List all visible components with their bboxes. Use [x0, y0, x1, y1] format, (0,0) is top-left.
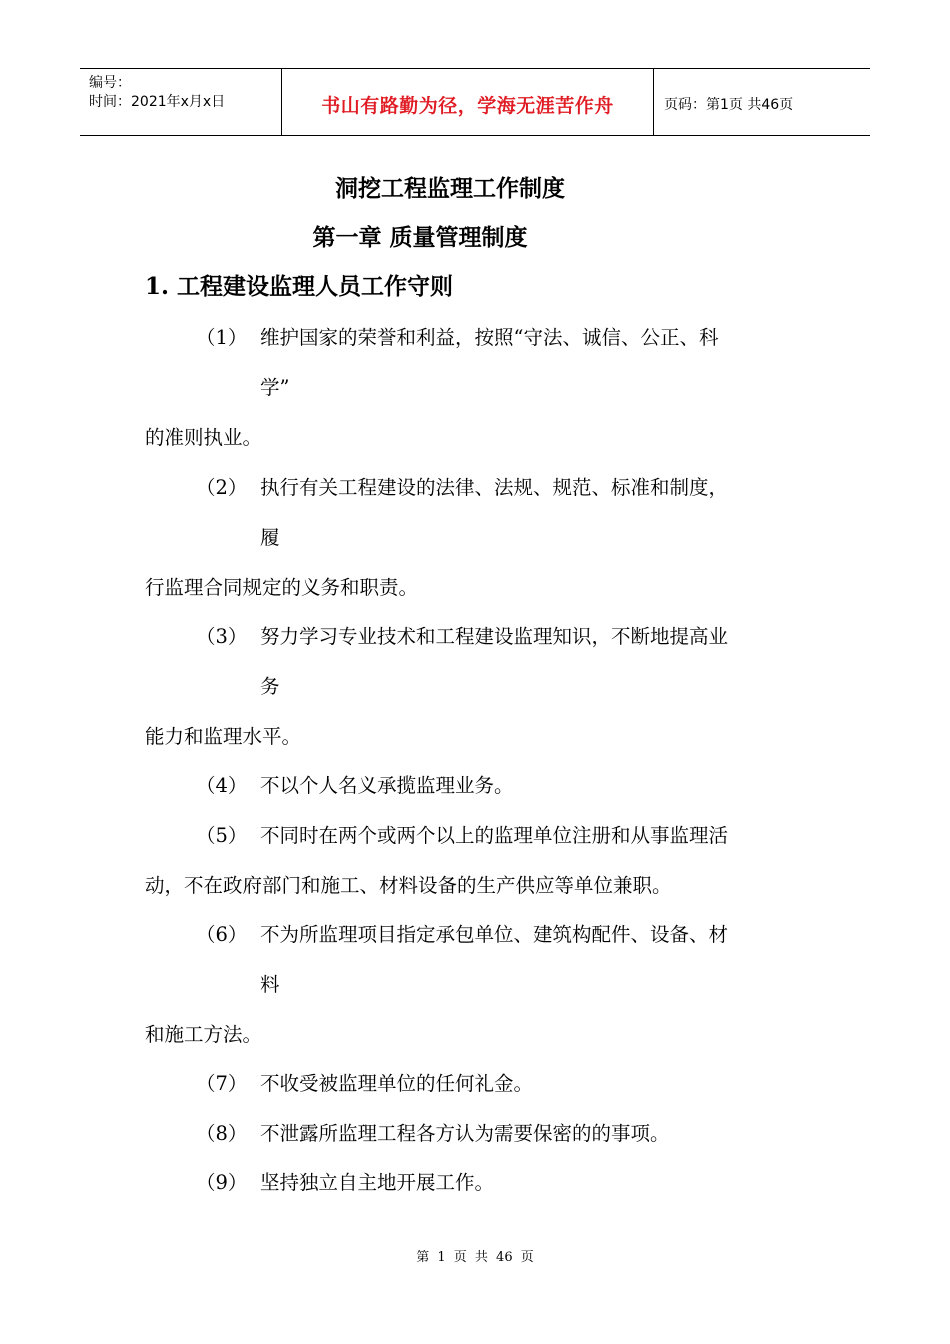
item-continuation: 动，不在政府部门和施工、材料设备的生产供应等单位兼职。 — [145, 874, 672, 897]
item-wrap-text: 务 — [260, 675, 280, 698]
item-number: （2） — [196, 476, 248, 499]
item-text: 不以个人名义承揽监理业务。 — [260, 774, 514, 797]
item-number: （1） — [196, 326, 248, 349]
item-text: 坚持独立自主地开展工作。 — [260, 1171, 495, 1194]
item-text: 不为所监理项目指定承包单位、建筑构配件、设备、材 — [260, 923, 729, 946]
item-wrap-text: 履 — [260, 526, 280, 549]
item-text: 维护国家的荣誉和利益，按照“守法、诚信、公正、科 — [260, 326, 719, 349]
header-table — [80, 68, 870, 136]
item-continuation: 行监理合同规定的义务和职责。 — [145, 576, 419, 599]
item-continuation: 的准则执业。 — [145, 426, 263, 449]
item-number: （9） — [196, 1171, 248, 1194]
header-motto: 书山有路勤为径，学海无涯苦作舟 — [321, 95, 614, 117]
header-info-cell — [80, 69, 282, 135]
header-motto-cell — [282, 69, 654, 135]
item-wrap-text: 学” — [260, 376, 290, 399]
item-number: （8） — [196, 1122, 248, 1145]
item-continuation: 能力和监理水平。 — [145, 725, 302, 748]
section-heading: 1. 工程建设监理人员工作守则 — [145, 273, 454, 300]
header-page-cell — [654, 69, 870, 135]
document-title: 洞挖工程监理工作制度 — [335, 175, 565, 202]
chapter-title: 第一章 质量管理制度 — [312, 224, 528, 251]
page-footer: 第 1 页 共 46 页 — [416, 1250, 534, 1265]
item-text: 努力学习专业技术和工程建设监理知识，不断地提高业 — [260, 625, 729, 648]
item-number: （5） — [196, 824, 248, 847]
item-wrap-text: 料 — [260, 973, 280, 996]
item-number: （7） — [196, 1072, 248, 1095]
item-text: 执行有关工程建设的法律、法规、规范、标准和制度， — [260, 476, 729, 499]
header-page-label: 页码：第1页 共46页 — [664, 97, 794, 113]
item-continuation: 和施工方法。 — [145, 1023, 263, 1046]
document-time-label: 时间：2021年x月x日 — [89, 94, 226, 110]
document-number-label: 编号： — [89, 75, 131, 91]
item-number: （3） — [196, 625, 248, 648]
item-number: （4） — [196, 774, 248, 797]
item-text: 不收受被监理单位的任何礼金。 — [260, 1072, 534, 1095]
item-text: 不同时在两个或两个以上的监理单位注册和从事监理活 — [260, 824, 729, 847]
item-number: （6） — [196, 923, 248, 946]
item-text: 不泄露所监理工程各方认为需要保密的的事项。 — [260, 1122, 670, 1145]
